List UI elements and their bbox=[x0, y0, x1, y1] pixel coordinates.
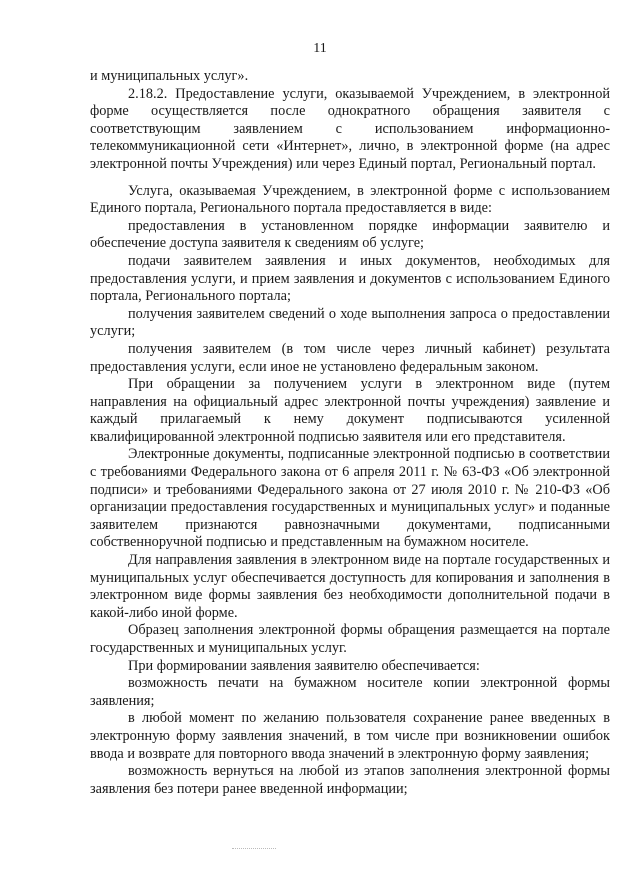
list-item-submission: подачи заявителем заявления и иных документов, необходимых для предоставления услуги, и прием заявления и документов с использованием Единого портала, Регионального портала; bbox=[90, 252, 610, 305]
list-item-return: возможность вернуться на любой из этапов заполнения электронной формы заявления без потери ранее введенной информации; bbox=[90, 763, 610, 797]
list-item-progress: получения заявителем сведений о ходе выполнения запроса о предоставлении услуги; bbox=[90, 305, 610, 340]
paragraph-portal-availability: Для направления заявления в электронном виде на портале государственных и муниципальных услуг обеспечивается доступность для копирования и заполнения в электронном виде формы заявления без необходимости дополнительной подачи в какой-либо иной форме. bbox=[90, 552, 610, 621]
list-item-print: возможность печати на бумажном носителе копии электронной формы заявления; bbox=[90, 675, 610, 709]
list-item-result: получения заявителем (в том числе через личный кабинет) результата предоставления услуги, если иное не установлено федеральным законом. bbox=[90, 340, 610, 375]
list-item-save: в любой момент по желанию пользователя сохранение ранее введенных в электронную форму заявления значений, в том числе при возникновении ошибок ввода и возврате для повторного ввода значений в электронную форму заявления; bbox=[90, 710, 610, 762]
paragraph-electronic-documents: Электронные документы, подписанные электронной подписью в соответствии с требованиями Федерального закона от 6 апреля 2011 г. № 63-ФЗ «Об электронной подписи» и требованиями Федерального закона от 27 июля 2010 г. № 210-ФЗ «Об организации предоставления государственных и муниципальных услуг» и поданные заявителем признаются равнозначными документами, подписанными собственноручной подписью и представленным на бумажном носителе. bbox=[90, 446, 610, 551]
list-item-information: предоставления в установленном порядке информации заявителю и обеспечение доступа заявителя к сведениям об услуге; bbox=[90, 217, 610, 252]
paragraph-2-18-2: 2.18.2. Предоставление услуги, оказываемой Учреждением, в электронной форме осуществляется после однократного обращения заявителя с соответствующим заявлением с использованием информационно-телекоммуникационной сети «Интернет», лично, в электронной форме (на адрес электронной почты Учреждения) или через Единый портал, Региональный портал. bbox=[90, 85, 610, 172]
paragraph-form-sample: Образец заполнения электронной формы обращения размещается на портале государственных и муниципальных услуг. bbox=[90, 622, 610, 656]
scan-artifact bbox=[232, 848, 276, 850]
paragraph-continuation: и муниципальных услуг». bbox=[90, 68, 249, 84]
document-body bbox=[90, 68, 610, 798]
page-number: 11 bbox=[313, 41, 327, 56]
paragraph-form-provisions: При формировании заявления заявителю обеспечивается: bbox=[128, 657, 480, 674]
paragraph-service-forms: Услуга, оказываемая Учреждением, в электронной форме с использованием Единого портала, Регионального портала предоставляется в виде: bbox=[90, 182, 610, 217]
paragraph-electronic-request: При обращении за получением услуги в электронном виде (путем направления на официальный адрес электронной почты учреждения) заявление и каждый прилагаемый к нему документ подписываются усиленной квалифицированной электронной подписью заявителя или его представителя. bbox=[90, 376, 610, 445]
